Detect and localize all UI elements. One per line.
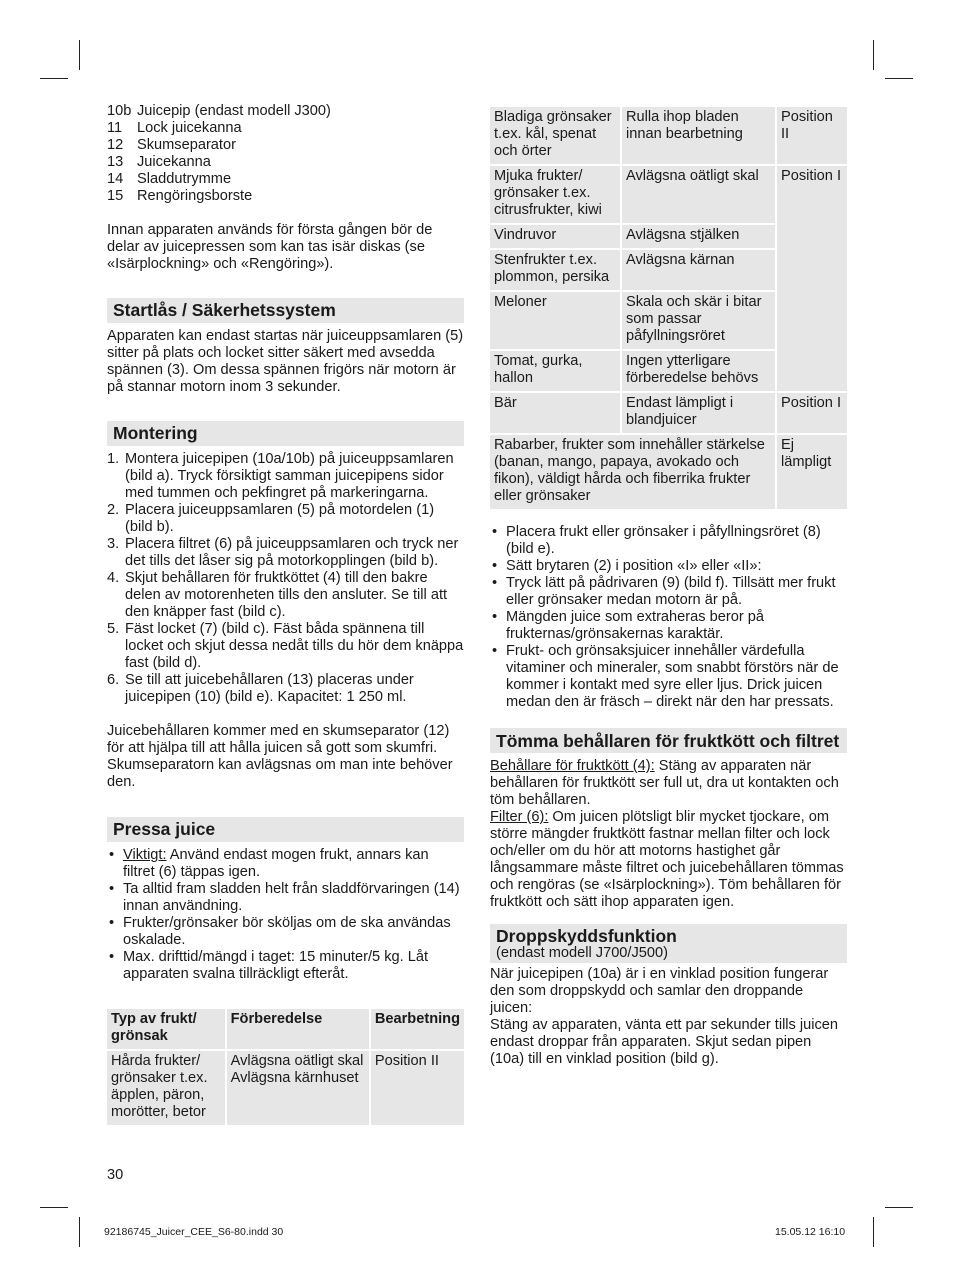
left-column <box>107 103 464 1127</box>
important-label: Viktigt: <box>123 847 167 863</box>
cell-type: Stenfrukter t.ex. plommon, persika <box>490 250 620 290</box>
list-item <box>107 949 464 983</box>
crop-mark <box>40 78 68 79</box>
pressa-heading: Pressa juice <box>107 817 464 842</box>
header-processing: Bearbetning <box>371 1009 464 1049</box>
list-item <box>107 536 464 570</box>
cell-position: Position II <box>371 1051 464 1125</box>
list-item <box>107 154 464 171</box>
step-text: Se till att juicebehållaren (13) placeras under juicepipen (10) (bild e). Kapacitet: 1 250 ml. <box>125 672 414 705</box>
cell-prep: Rulla ihop bladen innan bearbetning <box>622 107 775 164</box>
cell-type: Hårda frukter/ grönsaker t.ex. äpplen, päron, morötter, betor <box>107 1051 225 1125</box>
dropp-paragraph-2: Stäng av apparaten, vänta ett par sekunder tills juicen endast droppar från apparaten. Skjut sedan pipen (10a) till en vinklad position (bild g). <box>490 1017 839 1067</box>
cell-prep: Skala och skär i bitar som passar påfyllningsröret <box>622 292 775 349</box>
intro-paragraph: Innan apparaten används för första gången bör de delar av juicepressen som kan tas isär diskas (se «Isärplockning» och «Rengöring»). <box>107 222 433 272</box>
list-item <box>107 502 464 536</box>
bullet-text: Ta alltid fram sladden helt från sladdförvaringen (14) innan användning. <box>123 881 460 914</box>
table-row <box>490 107 847 164</box>
crop-mark <box>885 78 913 79</box>
bullet-icon: • <box>492 609 498 625</box>
prep-table-left <box>105 1007 466 1127</box>
crop-mark <box>40 1207 68 1208</box>
list-item <box>490 558 847 575</box>
cell-position: Position II <box>777 107 847 164</box>
bullet-icon: • <box>492 558 498 574</box>
bullet-icon: • <box>109 949 115 965</box>
prep-table-right <box>488 105 849 511</box>
item-number: 13 <box>107 154 124 170</box>
tomma-paragraph-1 <box>490 758 847 809</box>
tomma-paragraph-2 <box>490 809 847 911</box>
bullet-text: Frukter/grönsaker bör sköljas om de ska användas oskalade. <box>123 915 451 948</box>
cell-prep: Avlägsna oätligt skal <box>622 166 775 223</box>
step-text: Placera filtret (6) på juiceuppsamlaren och tryck ner det tills det låser sig på motorkopplingen (bild b). <box>125 536 459 569</box>
list-item <box>107 103 464 120</box>
list-item <box>490 524 847 558</box>
filter-label: Filter (6): <box>490 809 549 825</box>
cell-position: Position I <box>777 393 847 433</box>
bullet-icon: • <box>109 847 115 863</box>
footer-date-time: 15.05.12 16:10 <box>775 1226 846 1238</box>
list-item <box>490 575 847 609</box>
important-text: Använd endast mogen frukt, annars kan filtret (6) täppas igen. <box>123 847 429 880</box>
step-text: Skjut behållaren för fruktköttet (4) till den bakre delen av motorenheten tills den ansluter. Se till att den knäpper fast (bild c). <box>125 570 448 620</box>
header-type: Typ av frukt/ grönsak <box>107 1009 225 1049</box>
bullet-text: Placera frukt eller grönsaker i påfyllningsröret (8) (bild e). <box>506 524 821 557</box>
list-item <box>107 570 464 621</box>
bullet-text: Max. drifttid/mängd i taget: 15 minuter/5 kg. Låt apparaten svalna tillräckligt efteråt. <box>123 949 429 982</box>
montering-heading: Montering <box>107 421 464 446</box>
footer-file-info: 92186745_Juicer_CEE_S6-80.indd 30 <box>104 1226 284 1238</box>
startlock-paragraph: Apparaten kan endast startas när juiceuppsamlaren (5) sitter på plats och locket sitter säkert med avsedda spännen (3). Om dessa spännen frigörs när motorn är på stannar motorn inom 3 sekunder. <box>107 328 464 395</box>
bullet-text: Sätt brytaren (2) i position «I» eller «II»: <box>506 558 762 574</box>
step-text: Montera juicepipen (10a/10b) på juiceuppsamlaren (bild a). Tryck försiktigt samman juicepipens sidor med tummen och pekfingret på markeringarna. <box>125 451 454 501</box>
list-item <box>107 451 464 502</box>
usage-bullets <box>490 524 847 711</box>
item-number: 11 <box>107 120 123 136</box>
cell-prep: Ingen ytterligare förberedelse behövs <box>622 351 775 391</box>
crop-mark <box>873 40 874 70</box>
bullet-text <box>123 847 464 881</box>
list-item <box>107 881 464 915</box>
cell-type: Vindruvor <box>490 225 620 248</box>
dropp-heading: Droppskyddsfunktion <box>496 926 677 946</box>
cell-position: Position I <box>777 166 847 391</box>
table-header-row <box>107 1009 464 1049</box>
cell-type: Bär <box>490 393 620 433</box>
bullet-icon: • <box>492 575 498 591</box>
list-item <box>490 643 847 711</box>
step-number: 6. <box>107 672 120 688</box>
cell-type: Mjuka frukter/ grönsaker t.ex. citrusfrukter, kiwi <box>490 166 620 223</box>
cell-prep: Avlägsna oätligt skal Avlägsna kärnhuset <box>227 1051 369 1125</box>
step-number: 4. <box>107 570 120 586</box>
crop-mark <box>79 40 80 70</box>
right-column <box>490 107 847 1068</box>
table-row <box>490 166 847 223</box>
item-number: 10b <box>107 103 132 119</box>
tomma-heading: Tömma behållaren för fruktkött och filtret <box>490 728 847 753</box>
filter-text: Om juicen plötsligt blir mycket tjockare, om större mängder fruktkött fastnar mellan filter och lock och/eller om du hör att motorns hastighet går långsammare måste filtret och juicebehållaren tömmas och rengöras (se «Isärplockning»). Töm behållaren för fruktkött och sätt ihop apparaten igen. <box>490 809 844 910</box>
item-text: Skumseparator <box>137 137 236 153</box>
list-item <box>107 621 464 672</box>
list-item <box>107 672 464 706</box>
montering-note: Juicebehållaren kommer med en skumseparator (12) för att hjälpa till att hålla juicen så gott som skumfri. Skumseparatorn kan avlägsnas om man inte behöver den. <box>107 723 453 790</box>
cell-type: Meloner <box>490 292 620 349</box>
item-text: Lock juicekanna <box>137 120 242 136</box>
container-label: Behållare för fruktkött (4): <box>490 758 655 774</box>
dropp-heading-box <box>490 924 847 963</box>
step-number: 1. <box>107 451 120 467</box>
cell-type: Tomat, gurka, hallon <box>490 351 620 391</box>
bullet-icon: • <box>109 915 115 931</box>
crop-mark <box>885 1207 913 1208</box>
list-item <box>107 120 464 137</box>
table-row <box>490 435 847 509</box>
item-number: 15 <box>107 188 124 204</box>
container-text: Stäng av apparaten när behållaren för fruktkött ser full ut, dra ut kontakten och töm behållaren. <box>490 758 839 808</box>
startlock-heading: Startlås / Säkerhetssystem <box>107 298 464 323</box>
item-text: Sladdutrymme <box>137 171 232 187</box>
dropp-paragraph-1: När juicepipen (10a) är i en vinklad position fungerar den som droppskydd och samlar den droppande juicen: <box>490 966 829 1016</box>
cell-type: Bladiga grönsaker t.ex. kål, spenat och örter <box>490 107 620 164</box>
dropp-subheading: (endast modell J700/J500) <box>496 945 668 961</box>
header-prep: Förberedelse <box>227 1009 369 1049</box>
parts-list <box>107 103 464 205</box>
item-number: 14 <box>107 171 124 187</box>
crop-mark <box>873 1217 874 1247</box>
list-item <box>107 137 464 154</box>
page-number: 30 <box>107 1167 124 1183</box>
bullet-icon: • <box>492 524 498 540</box>
list-item <box>107 188 464 205</box>
item-text: Rengöringsborste <box>137 188 253 204</box>
list-item <box>107 915 464 949</box>
montering-steps <box>107 451 464 706</box>
item-number: 12 <box>107 137 124 153</box>
step-number: 5. <box>107 621 120 637</box>
bullet-icon: • <box>492 643 498 659</box>
cell-type: Rabarber, frukter som innehåller stärkelse (banan, mango, papaya, avokado och fikon), väldigt hårda och fiberrika frukter eller grönsaker <box>490 435 775 509</box>
bullet-text: Tryck lätt på pådrivaren (9) (bild f). Tillsätt mer frukt eller grönsaker medan motorn är på. <box>506 575 836 608</box>
list-item <box>107 847 464 881</box>
bullet-text: Frukt- och grönsaksjuicer innehåller värdefulla vitaminer och mineraler, som snabbt förstörs när de kommer i kontakt med syre eller ljus. Drick juicen medan den är fräsch – direkt när den har pressats. <box>506 643 839 710</box>
cell-position: Ej lämpligt <box>777 435 847 509</box>
table-row <box>490 393 847 433</box>
bullet-text: Mängden juice som extraheras beror på frukternas/grönsakernas karaktär. <box>506 609 764 642</box>
cell-prep: Endast lämpligt i blandjuicer <box>622 393 775 433</box>
list-item <box>107 171 464 188</box>
step-number: 3. <box>107 536 120 552</box>
crop-mark <box>79 1217 80 1247</box>
cell-prep: Avlägsna stjälken <box>622 225 775 248</box>
pressa-bullets <box>107 847 464 983</box>
step-number: 2. <box>107 502 120 518</box>
table-row <box>107 1051 464 1125</box>
cell-prep: Avlägsna kärnan <box>622 250 775 290</box>
list-item <box>490 609 847 643</box>
step-text: Fäst locket (7) (bild c). Fäst båda spännena till locket och skjut dessa nedåt tills du hör dem knäppa fast (bild d). <box>125 621 464 671</box>
bullet-icon: • <box>109 881 115 897</box>
item-text: Juicepip (endast modell J300) <box>137 103 331 119</box>
item-text: Juicekanna <box>137 154 211 170</box>
step-text: Placera juiceuppsamlaren (5) på motordelen (1) (bild b). <box>125 502 435 535</box>
